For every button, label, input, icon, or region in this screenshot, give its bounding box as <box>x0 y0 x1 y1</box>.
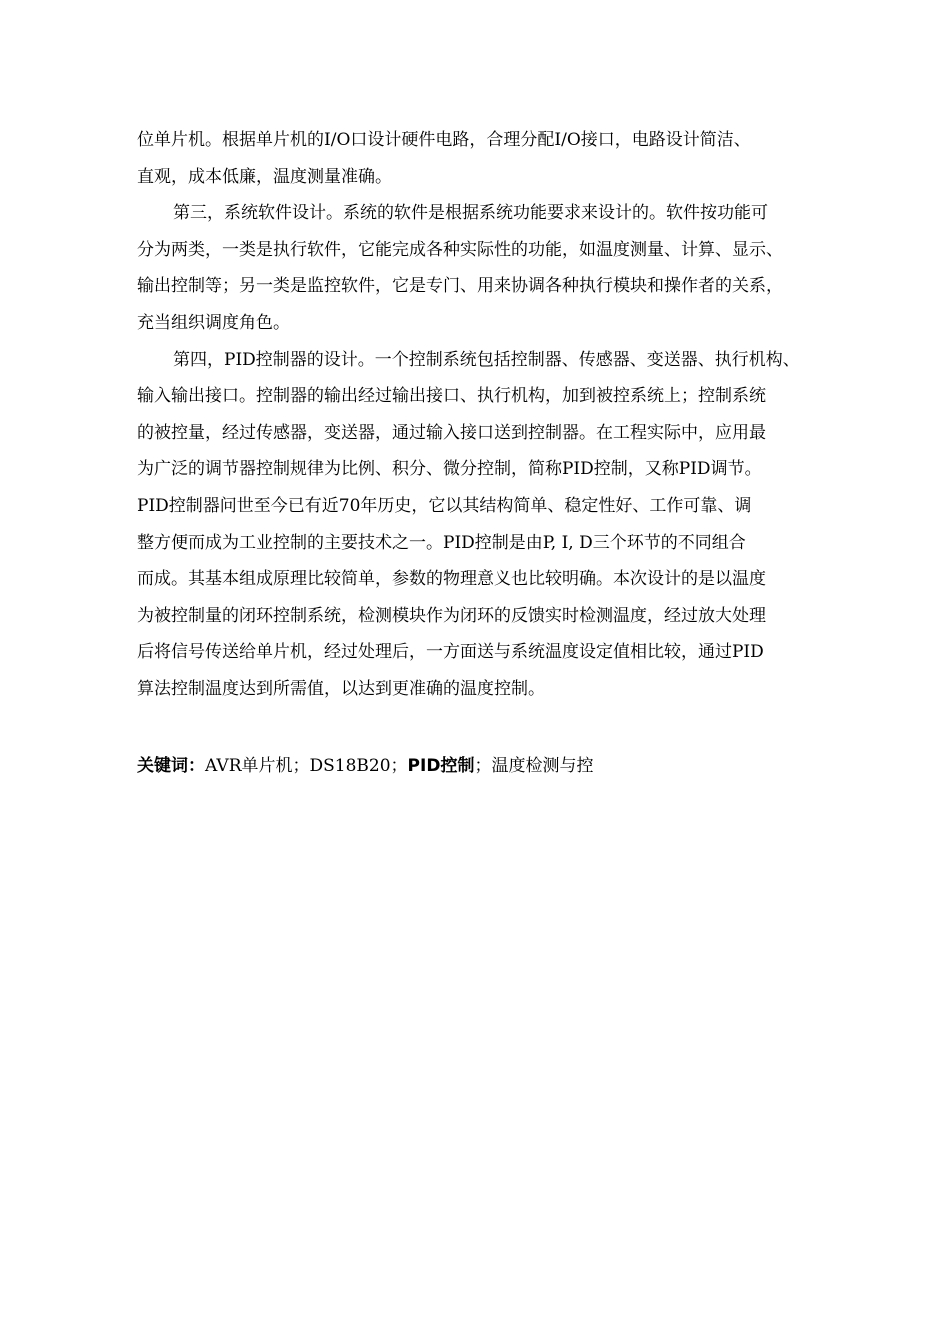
paragraph-line: 整方便而成为工业控制的主要技术之一。PID控制是由P, I, D三个环节的不同组合 <box>137 532 746 553</box>
paragraph-line: 直观，成本低廉，温度测量准确。 <box>137 166 392 187</box>
paragraph-line: 的被控量，经过传感器，变送器，通过输入接口送到控制器。在工程实际中，应用最 <box>137 422 766 443</box>
keywords-line <box>137 748 593 784</box>
paragraph-line: 输入输出接口。控制器的输出经过输出接口、执行机构，加到被控系统上；控制系统 <box>137 386 766 407</box>
body-text <box>137 122 867 708</box>
keyword-text: AVR单片机；DS18B20； <box>205 756 408 776</box>
paragraph-line: PID控制器问世至今已有近70年历史，它以其结构简单、稳定性好、工作可靠、调 <box>137 495 752 516</box>
paragraph-line: 分为两类，一类是执行软件，它能完成各种实际性的功能，如温度测量、计算、显示、 <box>137 239 783 260</box>
keyword-text: ；温度检测与控 <box>474 756 594 776</box>
paragraph-line: 充当组织调度角色。 <box>137 312 290 333</box>
paragraph-line: 后将信号传送给单片机，经过处理后，一方面送与系统温度设定值相比较，通过PID <box>137 642 764 663</box>
paragraph-line: 位单片机。根据单片机的I/O口设计硬件电路，合理分配I/O接口，电路设计简洁、 <box>137 130 751 150</box>
paragraph-line: 输出控制等；另一类是监控软件，它是专门、用来协调各种执行模块和操作者的关系， <box>137 276 783 297</box>
paragraph-line: 第三，系统软件设计。系统的软件是根据系统功能要求来设计的。软件按功能可 <box>173 203 768 224</box>
keywords-label: 关键词： <box>137 756 205 776</box>
paragraph-line: 第四，PID控制器的设计。一个控制系统包括控制器、传感器、变送器、执行机构、 <box>173 349 800 370</box>
paragraph-line: 为被控制量的闭环控制系统，检测模块作为闭环的反馈实时检测温度，经过放大处理 <box>137 605 766 626</box>
paragraph-line: 为广泛的调节器控制规律为比例、积分、微分控制，简称PID控制，又称PID调节。 <box>137 459 762 480</box>
paragraph-line: 算法控制温度达到所需值，以达到更准确的温度控制。 <box>137 678 545 699</box>
keyword-text: PID控制 <box>407 756 475 776</box>
paragraph-line: 而成。其基本组成原理比较简单，参数的物理意义也比较明确。本次设计的是以温度 <box>137 569 766 590</box>
